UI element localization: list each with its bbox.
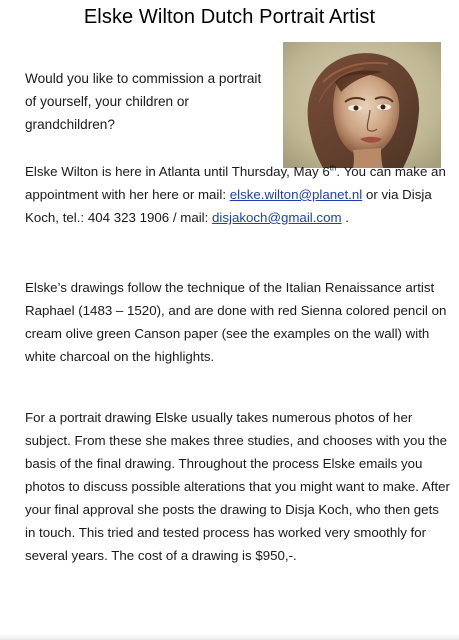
intro-paragraph: Would you like to commission a portrait of yourself, your children or grandchildren? <box>25 71 262 132</box>
appointment-text: . You can make an appointment with her here or mail: <box>25 164 446 202</box>
page-title: Elske Wilton Dutch Portrait Artist <box>83 6 376 28</box>
portrait-drawing <box>283 42 441 168</box>
availability-text: Elske Wilton is here in Atlanta until Thursday, May 6 <box>25 164 330 179</box>
contact-text: or via Disja Koch, tel.: 404 323 1906 / mail: <box>25 187 432 225</box>
availability-paragraph <box>25 160 450 229</box>
date-suffix: th <box>329 163 337 173</box>
contact-end: . <box>341 210 349 225</box>
page-edge <box>0 634 459 640</box>
email-link-elske[interactable]: elske.wilton@planet.nl <box>229 187 363 202</box>
email-link-disja[interactable]: disjakoch@gmail.com <box>212 210 342 225</box>
portrait-sketch-image <box>283 42 441 168</box>
process-paragraph: For a portrait drawing Elske usually takes numerous photos of her subject. From these she makes three studies, and chooses with you the basis of the final drawing. Throughout the process Elske emails you photos to discuss possible alterations that you might want to make. After your final approval she posts the drawing to Disja Koch, who then gets in touch. This tried and tested process has worked very smoothly for several years. The cost of a drawing is $950,-. <box>25 410 450 563</box>
technique-paragraph: Elske’s drawings follow the technique of the Italian Renaissance artist Raphael (1483 – 1520), and are done with red Sienna colored pencil on cream olive green Canson paper (see the examples on the wall) with white charcoal on the highlights. <box>25 280 447 364</box>
